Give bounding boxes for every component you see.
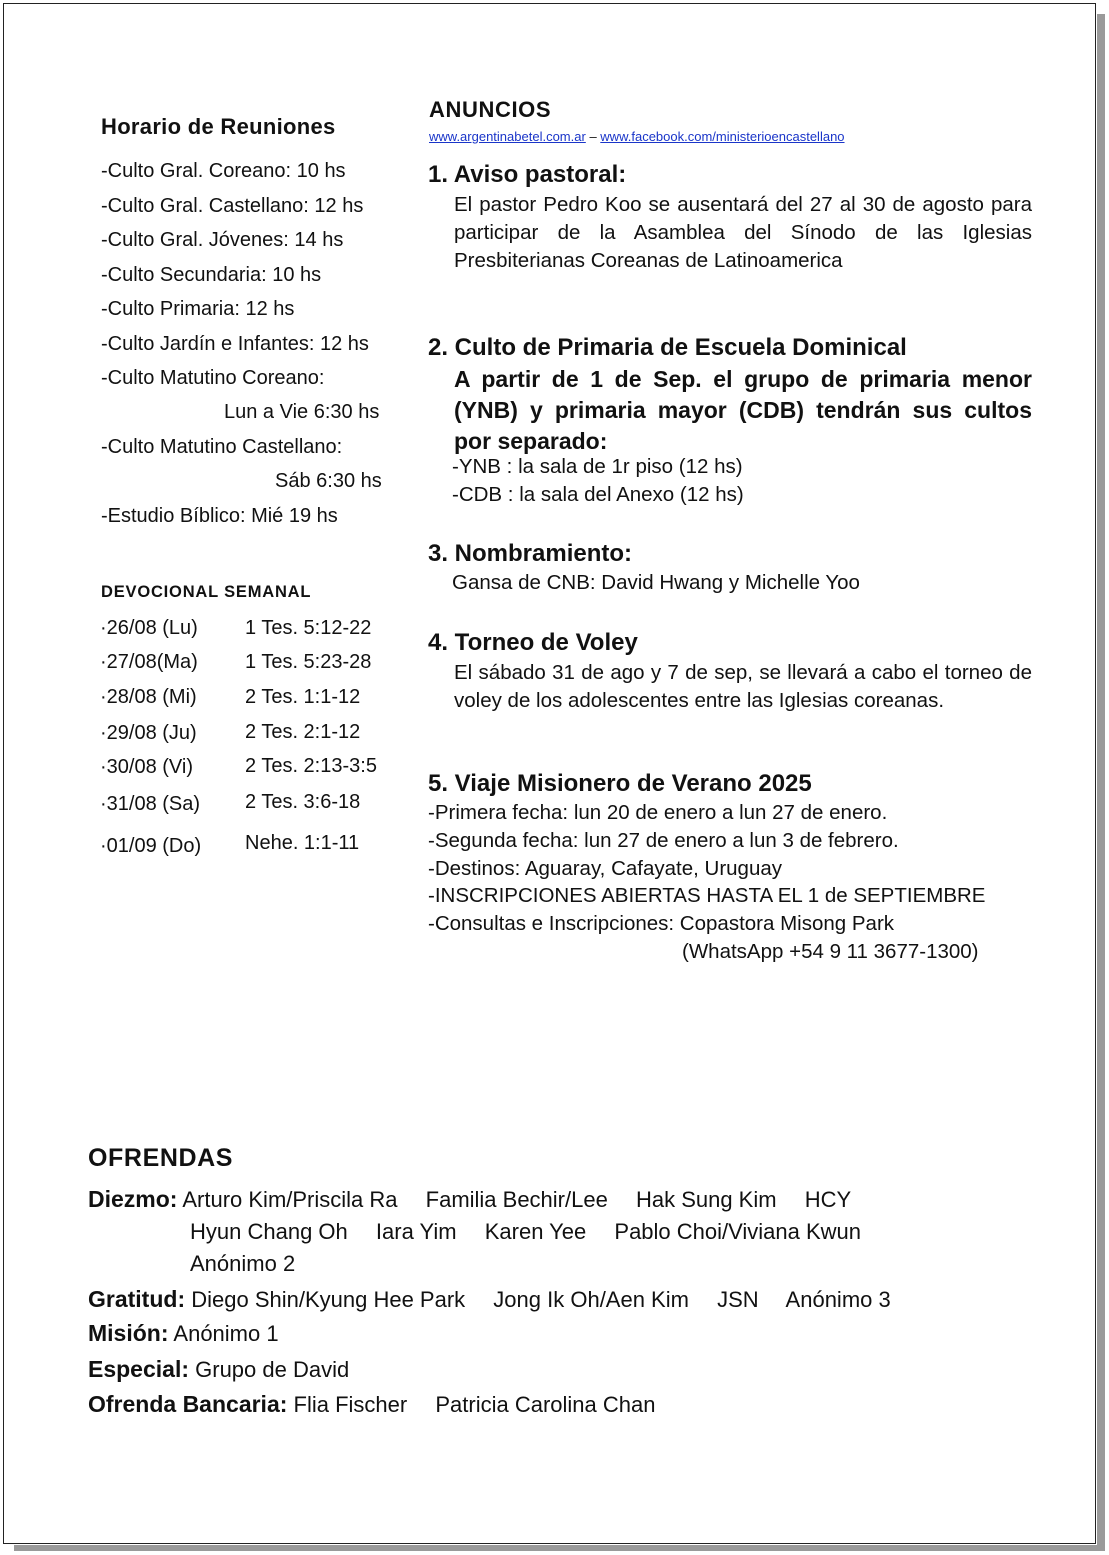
page-shadow-bottom xyxy=(14,1545,1105,1551)
devotional-date: ·01/09 (Do) xyxy=(100,835,202,857)
announcement-body: Gansa de CNB: David Hwang y Michelle Yoo xyxy=(452,571,860,594)
offering-label: Ofrenda Bancaria: xyxy=(88,1391,288,1417)
offering-names xyxy=(191,1287,913,1312)
schedule-line: -Culto Gral. Coreano: 10 hs xyxy=(101,160,346,182)
link-separator: – xyxy=(589,129,597,144)
schedule-line: Lun a Vie 6:30 hs xyxy=(224,401,380,423)
schedule-line: -Culto Jardín e Infantes: 12 hs xyxy=(101,333,369,355)
offerings-title: OFRENDAS xyxy=(88,1144,234,1172)
offering-names xyxy=(173,1321,300,1346)
announcement-line: (WhatsApp +54 9 11 3677-1300) xyxy=(682,940,979,963)
announcement-body: El sábado 31 de ago y 7 de sep, se llevará a cabo el torneo de voley de los adolescentes entre las Iglesias coreanas. xyxy=(454,661,1032,712)
devotional-date: ·26/08 (Lu) xyxy=(100,617,198,639)
donor-name: HCY xyxy=(804,1187,852,1212)
donor-name: Patricia Carolina Chan xyxy=(435,1392,656,1417)
website-link[interactable]: www.argentinabetel.com.ar xyxy=(429,129,586,144)
schedule-line: Sáb 6:30 hs xyxy=(275,470,382,492)
offering-row-diezmo xyxy=(88,1186,873,1213)
offering-label: Diezmo: xyxy=(88,1186,178,1212)
offering-label: Gratitud: xyxy=(88,1286,186,1312)
donor-name: JSN xyxy=(717,1287,759,1312)
donor-name: Iara Yim xyxy=(375,1219,457,1244)
donor-name: Jong Ik Oh/Aen Kim xyxy=(493,1287,689,1312)
offering-names xyxy=(182,1187,873,1212)
offering-label: Misión: xyxy=(88,1320,169,1346)
donor-name: Familia Bechir/Lee xyxy=(425,1187,608,1212)
devotional-date: ·29/08 (Ju) xyxy=(100,722,197,744)
donor-name: Arturo Kim/Priscila Ra xyxy=(182,1187,398,1212)
offering-label: Especial: xyxy=(88,1356,189,1382)
offering-row-bancaria xyxy=(88,1391,677,1418)
facebook-link[interactable]: www.facebook.com/ministerioencastellano xyxy=(600,129,845,144)
donor-name: Karen Yee xyxy=(484,1219,587,1244)
announcements-title: ANUNCIOS xyxy=(429,97,552,122)
devotional-reference: 2 Tes. 2:1-12 xyxy=(245,721,361,743)
schedule-line: -Estudio Bíblico: Mié 19 hs xyxy=(101,505,338,527)
donor-name: Anónimo 1 xyxy=(173,1321,279,1346)
offering-names xyxy=(195,1357,371,1382)
announcement-links xyxy=(429,129,845,144)
donor-name: Anónimo 2 xyxy=(190,1251,296,1276)
announcement-heading: 3. Nombramiento: xyxy=(428,540,633,567)
devotional-reference: 2 Tes. 2:13-3:5 xyxy=(245,755,377,777)
devotional-reference: Nehe. 1:1-11 xyxy=(245,832,360,854)
donor-name: Grupo de David xyxy=(195,1357,350,1382)
devotional-date: ·30/08 (Vi) xyxy=(100,756,194,778)
offering-names-continued xyxy=(190,1251,317,1277)
offering-names-continued xyxy=(190,1219,883,1245)
announcement-line: -Segunda fecha: lun 27 de enero a lun 3 de febrero. xyxy=(428,829,899,852)
schedule-line: -Culto Gral. Castellano: 12 hs xyxy=(101,195,364,217)
announcement-heading: 2. Culto de Primaria de Escuela Dominical xyxy=(428,334,907,361)
announcement-line: -Consultas e Inscripciones: Copastora Misong Park xyxy=(428,912,895,935)
devotional-reference: 1 Tes. 5:12-22 xyxy=(245,617,372,639)
schedule-line: -Culto Gral. Jóvenes: 14 hs xyxy=(101,229,344,251)
announcement-line: -Destinos: Aguaray, Cafayate, Uruguay xyxy=(428,857,782,880)
offering-row-especial xyxy=(88,1356,371,1383)
schedule-title: Horario de Reuniones xyxy=(101,114,336,139)
donor-name: Hak Sung Kim xyxy=(635,1187,777,1212)
devotional-title: DEVOCIONAL SEMANAL xyxy=(101,583,312,601)
offering-row-mision xyxy=(88,1320,301,1347)
devotional-date: ·27/08(Ma) xyxy=(100,651,198,673)
donor-name: Flia Fischer xyxy=(293,1392,408,1417)
devotional-date: ·31/08 (Sa) xyxy=(100,793,201,815)
devotional-reference: 2 Tes. 3:6-18 xyxy=(245,791,361,813)
announcement-heading: 4. Torneo de Voley xyxy=(428,629,638,656)
announcement-heading: 1. Aviso pastoral: xyxy=(428,161,627,188)
announcement-line: -YNB : la sala de 1r piso (12 hs) xyxy=(452,455,743,478)
devotional-reference: 1 Tes. 5:23-28 xyxy=(245,651,372,673)
schedule-line: -Culto Primaria: 12 hs xyxy=(101,298,295,320)
devotional-reference: 2 Tes. 1:1-12 xyxy=(245,686,361,708)
page-shadow-right xyxy=(1097,14,1105,1551)
announcement-body: El pastor Pedro Koo se ausentará del 27 al 30 de agosto para participar de la Asamblea del Sínodo de las Iglesias Presbiterianas Coreanas de Latinoamerica xyxy=(454,193,1032,272)
schedule-line: -Culto Matutino Castellano: xyxy=(101,436,343,458)
donor-name: Anónimo 3 xyxy=(785,1287,891,1312)
schedule-line: -Culto Matutino Coreano: xyxy=(101,367,325,389)
schedule-line: -Culto Secundaria: 10 hs xyxy=(101,264,322,286)
announcement-line: -CDB : la sala del Anexo (12 hs) xyxy=(452,483,744,506)
donor-name: Pablo Choi/Viviana Kwun xyxy=(614,1219,862,1244)
donor-name: Diego Shin/Kyung Hee Park xyxy=(191,1287,466,1312)
announcement-heading: 5. Viaje Misionero de Verano 2025 xyxy=(428,770,812,797)
offering-row-gratitud xyxy=(88,1286,913,1313)
offering-names xyxy=(294,1392,678,1417)
announcement-line: -INSCRIPCIONES ABIERTAS HASTA EL 1 de SEPTIEMBRE xyxy=(428,884,986,907)
announcement-line: -Primera fecha: lun 20 de enero a lun 27 de enero. xyxy=(428,801,888,824)
donor-name: Hyun Chang Oh xyxy=(190,1219,348,1244)
announcement-bold-text: A partir de 1 de Sep. el grupo de primaria menor (YNB) y primaria mayor (CDB) tendrán sus cultos por separado: xyxy=(454,366,1032,454)
devotional-date: ·28/08 (Mi) xyxy=(100,686,197,708)
